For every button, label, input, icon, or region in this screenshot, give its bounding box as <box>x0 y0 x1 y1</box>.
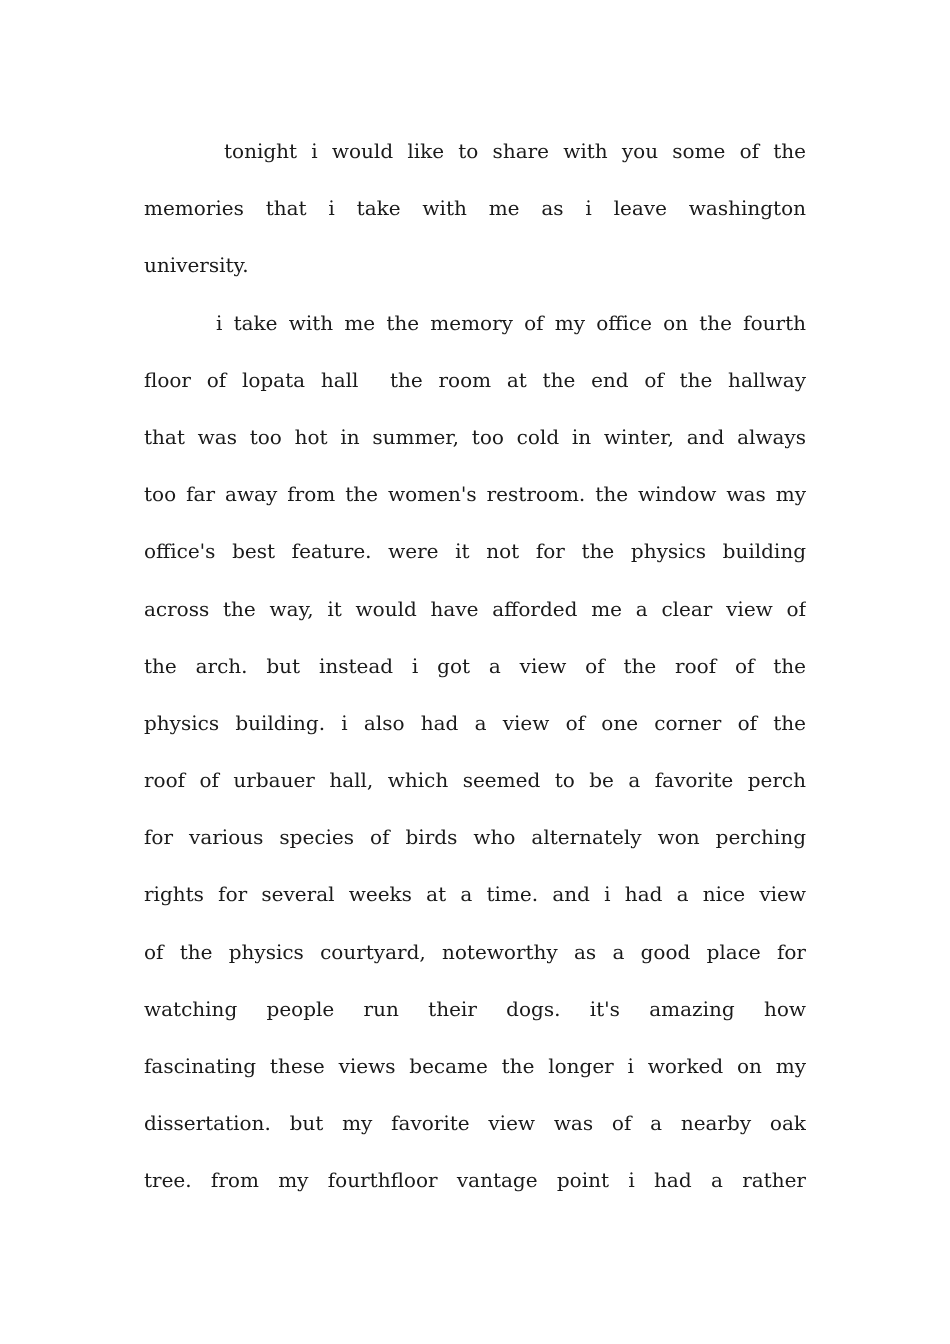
text-line: watching people run their dogs. it's amazing how <box>144 996 806 1021</box>
text-line: that was too hot in summer, too cold in winter, and always <box>144 424 806 449</box>
text-line: for various species of birds who alternately won perching <box>144 825 806 850</box>
text-line: office's best feature. were it not for the physics building <box>144 539 806 564</box>
text-line: across the way, it would have afforded me a clear view of <box>144 596 806 621</box>
text-line: physics building. i also had a view of one corner of the <box>144 710 806 735</box>
text-line: too far away from the women's restroom. the window was my <box>144 482 806 507</box>
text-line: of the physics courtyard, noteworthy as a good place for <box>144 939 806 964</box>
text-line: the arch. but instead i got a view of the roof of the <box>144 653 806 678</box>
text-line: rights for several weeks at a time. and i had a nice view <box>144 882 806 907</box>
text-line: fascinating these views became the longer i worked on my <box>144 1054 806 1078</box>
text-line: roof of urbauer hall, which seemed to be a favorite perch <box>144 768 806 793</box>
text-line: university. <box>144 253 249 278</box>
text-line: floor of lopata hall the room at the end of the hallway <box>144 367 806 392</box>
text-line: i take with me the memory of my office on the fourth <box>216 310 806 335</box>
text-line: dissertation. but my favorite view was of a nearby oak <box>144 1111 806 1136</box>
body-text <box>144 123 806 1210</box>
text-line: tree. from my fourthfloor vantage point i had a rather <box>144 1168 806 1193</box>
text-line: tonight i would like to share with you some of the <box>224 139 806 163</box>
text-line: memories that i take with me as i leave washington <box>144 196 806 221</box>
